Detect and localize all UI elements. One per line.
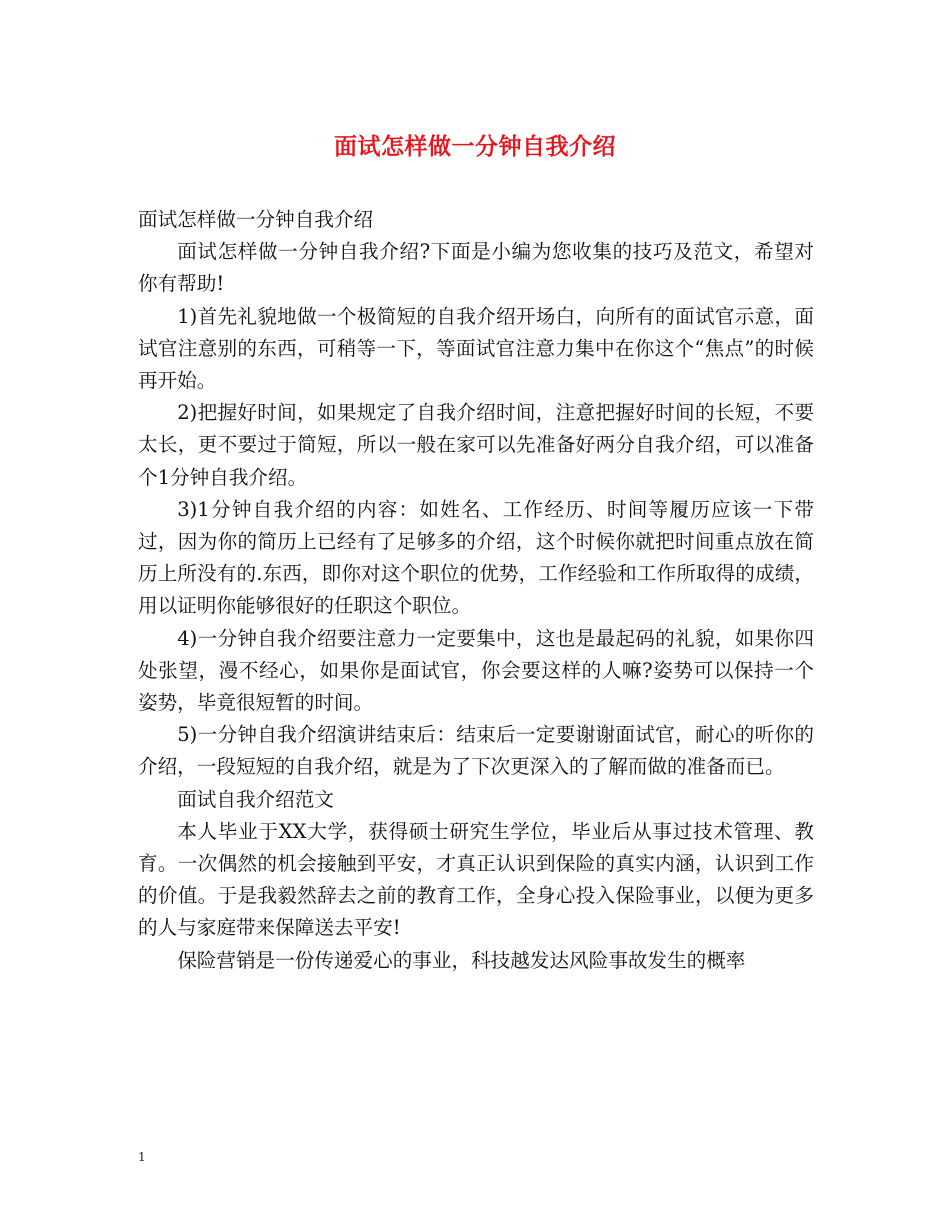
document-body — [138, 204, 814, 977]
paragraph-tip-3: 3)1分钟自我介绍的内容：如姓名、工作经历、时间等履历应该一下带过，因为你的简历上已经有了足够多的介绍，这个时候你就把时间重点放在简历上所没有的.东西，即你对这个职位的优势，工作经验和工作所取得的成绩，用以证明你能够很好的任职这个职位。 — [138, 497, 814, 618]
paragraph-tip-5: 5)一分钟自我介绍演讲结束后：结束后一定要谢谢面试官，耐心的听你的介绍，一段短短的自我介绍，就是为了下次更深入的了解而做的准备而已。 — [138, 723, 814, 779]
paragraph-heading: 面试怎样做一分钟自我介绍 — [138, 208, 374, 231]
section-heading-sample: 面试自我介绍范文 — [177, 787, 334, 811]
document-title: 面试怎样做一分钟自我介绍 — [334, 133, 616, 160]
paragraph-sample-2: 保险营销是一份传递爱心的事业，科技越发达风险事故发生的概率 — [177, 948, 746, 972]
paragraph-tip-4: 4)一分钟自我介绍要注意力一定要集中，这也是最起码的礼貌，如果你四处张望，漫不经心，如果你是面试官，你会要这样的人嘛?姿势可以保持一个姿势，毕竟很短暂的时间。 — [138, 626, 814, 715]
page-number: 1 — [138, 1150, 146, 1164]
paragraph-tip-1: 1)首先礼貌地做一个极简短的自我介绍开场白，向所有的面试官示意，面试官注意别的东西，可稍等一下，等面试官注意力集中在你这个“焦点”的时候再开始。 — [138, 304, 814, 393]
paragraph-intro: 面试怎样做一分钟自我介绍?下面是小编为您收集的技巧及范文，希望对你有帮助! — [138, 240, 814, 296]
paragraph-sample-1: 本人毕业于XX大学，获得硕士研究生学位，毕业后从事过技术管理、教育。一次偶然的机会接触到平安，才真正认识到保险的真实内涵，认识到工作的价值。于是我毅然辞去之前的教育工作，全身心投入保险事业，以便为更多的人与家庭带来保障送去平安! — [138, 819, 814, 940]
paragraph-tip-2: 2)把握好时间，如果规定了自我介绍时间，注意把握好时间的长短，不要太长，更不要过于简短，所以一般在家可以先准备好两分自我介绍，可以准备个1分钟自我介绍。 — [138, 401, 814, 489]
